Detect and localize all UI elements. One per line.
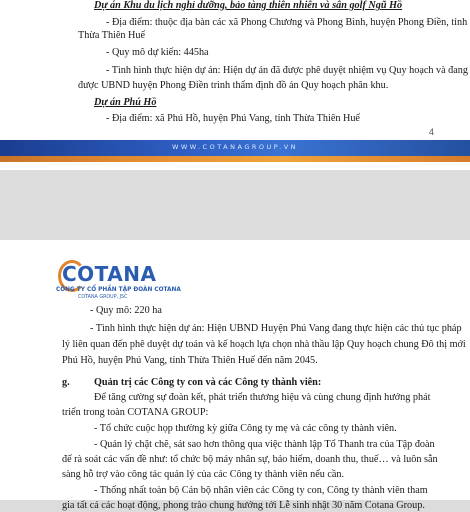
phu-ho-location: - Địa điểm: xã Phú Hồ, huyện Phú Vang, tỉnh Thừa Thiên Huế: [106, 113, 360, 124]
logo-wordmark: COTANA: [62, 262, 157, 286]
bullet-2-line3: sàng hỗ trợ vào công tác quản lý của các Công ty thành viên nếu cần.: [62, 469, 345, 480]
bullet-1: - Tổ chức cuộc họp thường kỳ giữa Công ty mẹ và các công ty thành viên.: [94, 423, 397, 434]
phu-ho-scale: - Quy mô: 220 ha: [90, 305, 162, 316]
phu-ho-status-line1: - Tình hình thực hiện dự án: Hiện UBND Huyện Phú Vang đang thực hiện các thủ tục pháp: [90, 323, 462, 334]
cotana-logo: [56, 262, 181, 300]
logo-company-name: CÔNG TY CỔ PHẦN TẬP ĐOÀN COTANA: [56, 287, 181, 293]
project-title-phu-ho: Dự án Phú Hồ: [94, 97, 157, 108]
footer-band: [0, 140, 470, 156]
ngu-ho-status-line2: được UBND huyện Phong Điền trình thẩm định đồ án Quy hoạch phân khu.: [78, 80, 389, 91]
ngu-ho-location-line1: - Địa điểm: thuộc địa bàn các xã Phong Chương và Phong Bình, huyện Phong Điền, tỉnh: [106, 17, 468, 28]
project-title-ngu-ho: Dự án Khu du lịch nghỉ dưỡng, bảo tàng thiên nhiên và sân golf Ngũ Hồ: [94, 0, 403, 11]
ngu-ho-location-line2: Thừa Thiên Huế: [78, 30, 146, 41]
document-page-4: [0, 0, 470, 170]
ngu-ho-status-line1: - Tình hình thực hiện dự án: Hiện dự án đã được phê duyệt nhiệm vụ Quy hoạch và đang: [106, 65, 468, 76]
page-number: 4: [428, 127, 434, 137]
logo-subtitle: COTANA GROUP, JSC: [78, 295, 128, 300]
section-letter: g.: [62, 377, 70, 388]
bullet-2-line2: để rà soát các vấn đề như: tổ chức bộ máy nhân sự, bảo hiểm, doanh thu, thuế… và luôn sẵn: [62, 454, 438, 465]
section-title: Quản trị các Công ty con và các Công ty thành viên:: [94, 377, 322, 388]
ngu-ho-scale: - Quy mô dự kiến: 445ha: [106, 47, 209, 58]
phu-ho-status-line3: Phú Hồ, huyện Phú Vang, tỉnh Thừa Thiên Huế đến năm 2045.: [62, 355, 318, 366]
intro-line2: triển trong toàn COTANA GROUP:: [62, 407, 209, 418]
phu-ho-status-line2: lý liên quan đến phê duyệt dự toán và kế hoạch lựa chọn nhà thầu lập Quy hoạch chung Đô thị mới: [62, 339, 466, 350]
bullet-3-line2: gia tất cả các hoạt động, phong trào chung hướng tới Lễ sinh nhật 30 năm Cotana Group.: [62, 500, 425, 511]
intro-line1: Để tăng cường sự đoàn kết, phát triển thương hiệu và cùng chung định hướng phát: [94, 392, 431, 403]
page-gap: [0, 170, 470, 240]
document-page-5: [0, 240, 470, 511]
bullet-3-line1: - Thống nhất toàn bộ Cán bộ nhân viên các Công ty con, Công ty thành viên tham: [94, 485, 428, 496]
footer-stripe: [0, 156, 470, 162]
bullet-2-line1: - Quản lý chặt chẽ, sát sao hơn thông qua việc thành lập Tổ Thanh tra của Tập đoàn: [94, 439, 435, 450]
footer-url: WWW.COTANAGROUP.VN: [171, 143, 299, 151]
